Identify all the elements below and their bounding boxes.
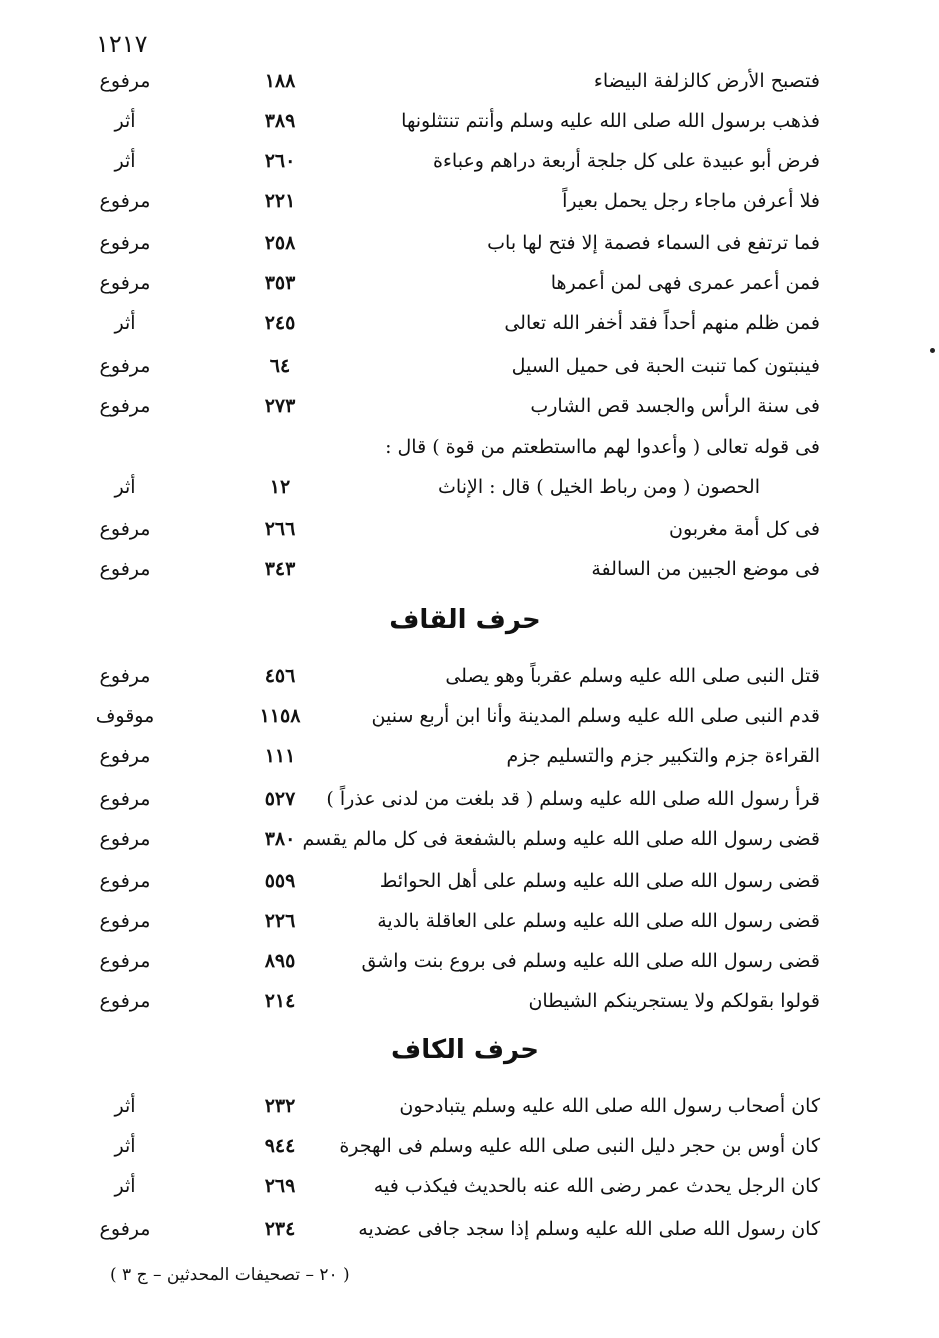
index-row — [60, 476, 830, 508]
hadith-grade: مرفوع — [99, 950, 151, 972]
hadith-grade: مرفوع — [99, 518, 151, 540]
index-row — [60, 665, 830, 697]
hadith-grade: مرفوع — [99, 870, 151, 892]
hadith-text: فى قوله تعالى ( وأعدوا لهم مااستطعتم من قوة ) قال : — [385, 436, 820, 458]
index-row — [60, 788, 830, 820]
hadith-grade: أثر — [114, 476, 136, 498]
hadith-grade: مرفوع — [99, 828, 151, 850]
page-reference: ٥٥٩ — [264, 870, 296, 892]
index-row — [60, 870, 830, 902]
hadith-grade: أثر — [114, 312, 136, 334]
hadith-text: قضى رسول الله صلى الله عليه وسلم بالشفعة فى كل مالم يقسم — [302, 828, 820, 850]
page-reference: ٢٤٥ — [264, 312, 296, 334]
index-row — [60, 828, 830, 860]
index-row — [60, 950, 830, 982]
hadith-grade: مرفوع — [99, 990, 151, 1012]
margin-speck — [930, 348, 935, 353]
page-reference: ٢٦٠ — [264, 150, 296, 172]
index-row — [60, 910, 830, 942]
hadith-grade: مرفوع — [99, 232, 151, 254]
page-reference: ١٨٨ — [264, 70, 296, 92]
hadith-grade: مرفوع — [99, 272, 151, 294]
index-row — [60, 70, 830, 102]
index-row — [60, 705, 830, 737]
page-reference: ٢٣٢ — [264, 1095, 296, 1117]
hadith-text: فمن أعمر عمرى فهى لمن أعمرها — [550, 272, 820, 294]
hadith-text: قضى رسول الله صلى الله عليه وسلم فى بروع بنت واشق — [361, 950, 820, 972]
hadith-text: فما ترتفع فى السماء فصمة إلا فتح لها باب — [487, 232, 820, 254]
hadith-grade: أثر — [114, 1095, 136, 1117]
page-reference: ٣٨٩ — [264, 110, 296, 132]
hadith-text: قولوا بقولكم ولا يستجرينكم الشيطان — [528, 990, 820, 1012]
page-reference: ٦٤ — [269, 355, 291, 377]
hadith-text: فى سنة الرأس والجسد قص الشارب — [530, 395, 820, 417]
hadith-text: قضى رسول الله صلى الله عليه وسلم على أهل الحوائط — [379, 870, 820, 892]
index-row — [60, 312, 830, 344]
hadith-text: القراءة جزم والتكبير جزم والتسليم جزم — [506, 745, 820, 767]
page-reference: ٤٥٦ — [264, 665, 296, 687]
index-row — [60, 1135, 830, 1167]
section-heading: حرف الكاف — [391, 1035, 539, 1065]
page-reference: ١١٥٨ — [259, 705, 301, 727]
index-row — [60, 355, 830, 387]
hadith-text: كان أصحاب رسول الله صلى الله عليه وسلم يتبادحون — [399, 1095, 820, 1117]
hadith-text: الحصون ( ومن رباط الخيل ) قال : الإناث — [438, 476, 760, 498]
hadith-text: فينبتون كما تنبت الحبة فى حميل السيل — [511, 355, 820, 377]
hadith-grade: موقوف — [95, 705, 155, 727]
index-row — [60, 110, 830, 142]
footer-signature: ( ٢٠ – تصحيفات المحدثين – ج ٣ ) — [110, 1265, 350, 1285]
index-row — [60, 272, 830, 304]
page-reference: ٢٧٣ — [264, 395, 296, 417]
page-reference: ٩٤٤ — [264, 1135, 296, 1157]
hadith-text: فلا أعرفن ماجاء رجل يحمل بعيراً — [562, 190, 820, 212]
page-number: ١٢١٧ — [96, 30, 148, 58]
index-row — [60, 1095, 830, 1127]
hadith-grade: مرفوع — [99, 1218, 151, 1240]
hadith-text: فمن ظلم منهم أحداً فقد أخفر الله تعالى — [504, 312, 820, 334]
index-row — [60, 745, 830, 777]
index-row — [60, 990, 830, 1022]
page-reference: ٢٥٨ — [264, 232, 296, 254]
hadith-text: فذهب برسول الله صلى الله عليه وسلم وأنتم تنتثلونها — [401, 110, 820, 132]
hadith-grade: مرفوع — [99, 355, 151, 377]
page-reference: ٢٢٦ — [264, 910, 296, 932]
page-reference: ٣٥٣ — [264, 272, 296, 294]
hadith-text: قدم النبى صلى الله عليه وسلم المدينة وأنا ابن أربع سنين — [371, 705, 820, 727]
index-row — [60, 518, 830, 550]
index-row — [60, 232, 830, 264]
hadith-text: كان أوس بن حجر دليل النبى صلى الله عليه وسلم فى الهجرة — [339, 1135, 820, 1157]
page-reference: ٢٢١ — [264, 190, 296, 212]
index-row — [60, 190, 830, 222]
hadith-text: فى موضع الجبين من السالفة — [591, 558, 820, 580]
index-row — [60, 436, 830, 468]
hadith-text: قتل النبى صلى الله عليه وسلم عقرباً وهو يصلى — [445, 665, 820, 687]
index-row — [60, 1218, 830, 1250]
hadith-grade: مرفوع — [99, 395, 151, 417]
page-reference: ١٢ — [269, 476, 291, 498]
hadith-text: فتصبح الأرض كالزلفة البيضاء — [593, 70, 820, 92]
hadith-grade: مرفوع — [99, 190, 151, 212]
page-reference: ١١١ — [264, 745, 296, 767]
hadith-text: فرض أبو عبيدة على كل جلجة أربعة دراهم وعباءة — [433, 150, 820, 172]
page-reference: ٨٩٥ — [264, 950, 296, 972]
page-reference: ٢١٤ — [264, 990, 296, 1012]
section-heading: حرف القاف — [389, 605, 541, 635]
index-row — [60, 558, 830, 590]
page-reference: ٢٦٩ — [264, 1175, 296, 1197]
index-row — [60, 150, 830, 182]
hadith-text: قرأ رسول الله صلى الله عليه وسلم ( قد بلغت من لدنى عذراً ) — [326, 788, 820, 810]
hadith-text: كان الرجل يحدث عمر رضى الله عنه بالحديث فيكذب فيه — [373, 1175, 820, 1197]
hadith-grade: أثر — [114, 110, 136, 132]
page-reference: ٣٨٠ — [264, 828, 296, 850]
hadith-grade: أثر — [114, 1175, 136, 1197]
index-row — [60, 1175, 830, 1207]
hadith-grade: مرفوع — [99, 788, 151, 810]
hadith-text: فى كل أمة مغربون — [669, 518, 820, 540]
page-reference: ٢٦٦ — [264, 518, 296, 540]
hadith-grade: مرفوع — [99, 665, 151, 687]
hadith-grade: مرفوع — [99, 745, 151, 767]
hadith-grade: مرفوع — [99, 70, 151, 92]
hadith-grade: مرفوع — [99, 910, 151, 932]
hadith-text: كان رسول الله صلى الله عليه وسلم إذا سجد جافى عضديه — [358, 1218, 820, 1240]
page-reference: ٢٣٤ — [264, 1218, 296, 1240]
page-reference: ٥٢٧ — [264, 788, 296, 810]
hadith-grade: أثر — [114, 1135, 136, 1157]
index-row — [60, 395, 830, 427]
hadith-grade: أثر — [114, 150, 136, 172]
hadith-text: قضى رسول الله صلى الله عليه وسلم على العاقلة بالدية — [377, 910, 820, 932]
page-reference: ٣٤٣ — [264, 558, 296, 580]
hadith-grade: مرفوع — [99, 558, 151, 580]
